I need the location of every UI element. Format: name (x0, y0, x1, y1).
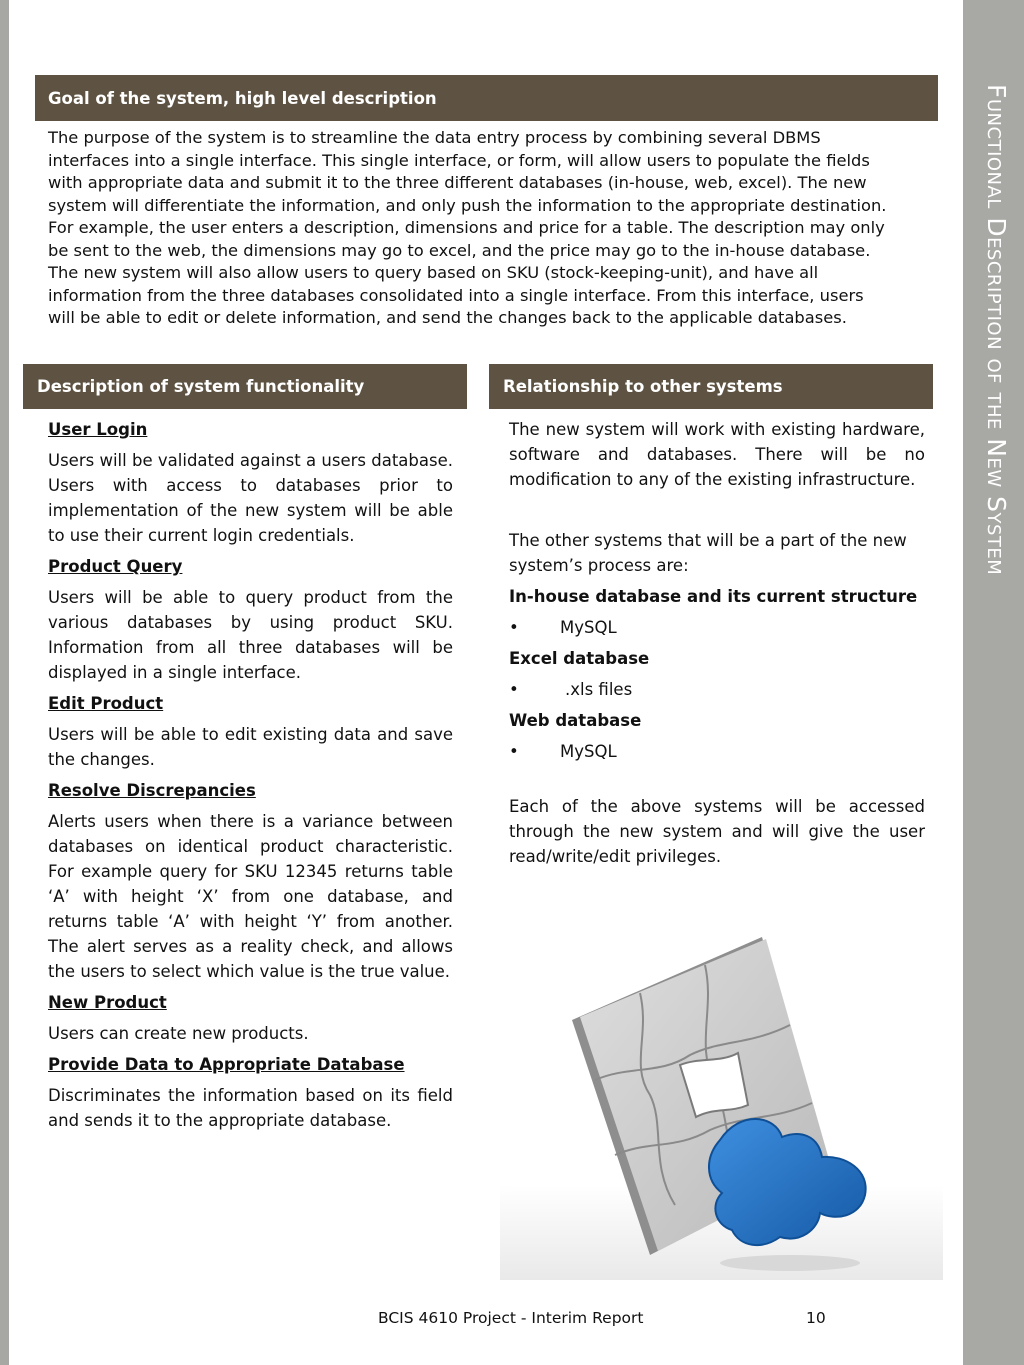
side-title-text: Functional Description of the New System (982, 84, 1011, 576)
feature-text: Users can create new products. (48, 1024, 309, 1043)
feature-text: Alerts users when there is a variance between databases on identical product characteristic. For example query for SKU 12345 returns table ‘A’ with height ‘X’ from one database, and returns table ‘A’ with height ‘Y’ from another. The alert serves as a reality check, and allows the users to select which value is the true value. (48, 812, 453, 981)
goal-line: be sent to the web, the dimensions may go to excel, and the price may go to the in-house database. (48, 240, 871, 260)
functionality-heading: Description of system functionality (23, 364, 467, 409)
goal-line: The new system will also allow users to query based on SKU (stock-keeping-unit), and have all (48, 263, 819, 282)
goal-paragraph (48, 127, 933, 330)
goal-line: information from the three databases consolidated into a single interface. From this interface, users (48, 285, 864, 305)
goal-line: will be able to edit or delete information, and send the changes back to the applicable databases. (48, 308, 847, 327)
relationship-column (509, 417, 925, 869)
feature-text: Discriminates the information based on its field and sends it to the appropriate database. (48, 1086, 453, 1130)
feature-title: Resolve Discrepancies (48, 781, 256, 800)
functionality-column (48, 417, 453, 1139)
bullet-icon: • (509, 680, 519, 699)
list-item (509, 677, 925, 702)
goal-heading: Goal of the system, high level description (35, 75, 938, 121)
bullet-text: MySQL (560, 742, 617, 761)
page-number: 10 (806, 1309, 826, 1327)
relationship-lead: The other systems that will be a part of the new system’s process are: (509, 531, 907, 575)
goal-line: with appropriate data and submit it to the three different databases (in-house, web, excel). The new (48, 173, 867, 192)
feature-text: Users will be able to query product from the various databases by using product SKU. Information from all three databases will be displayed in a single interface. (48, 588, 453, 682)
feature-text: Users will be validated against a users database. Users with access to databases prior to implementation of the new system will be able to use their current login credentials. (48, 451, 453, 545)
list-item (509, 739, 925, 764)
list-item (509, 615, 925, 640)
feature-title: User Login (48, 420, 148, 439)
system-group-title: Excel database (509, 649, 650, 668)
feature-title: New Product (48, 993, 167, 1012)
feature-title: Product Query (48, 557, 183, 576)
goal-line: interfaces into a single interface. This single interface, or form, will allow users to populate the fields (48, 150, 870, 170)
bullet-text: MySQL (560, 618, 617, 637)
feature-title: Edit Product (48, 694, 164, 713)
goal-line: The purpose of the system is to streamline the data entry process by combining several DBMS (48, 128, 821, 147)
feature-text: Users will be able to edit existing data and save the changes. (48, 725, 453, 769)
feature-title: Provide Data to Appropriate Database (48, 1055, 405, 1074)
relationship-closing: Each of the above systems will be accessed through the new system and will give the user read/write/edit privileges. (509, 797, 925, 866)
left-margin-rule (0, 0, 9, 1365)
system-group-title: In-house database and its current structure (509, 587, 918, 606)
footer-report-title: BCIS 4610 Project - Interim Report (378, 1309, 644, 1327)
goal-line: For example, the user enters a description, dimensions and price for a table. The description may only (48, 218, 885, 237)
side-title (963, 84, 1024, 764)
bullet-icon: • (509, 742, 519, 761)
system-group-title: Web database (509, 711, 642, 730)
bullet-text: .xls files (565, 680, 633, 699)
bullet-icon: • (509, 618, 519, 637)
relationship-intro: The new system will work with existing hardware, software and databases. There will be no modification to any of the existing infrastructure. (509, 420, 925, 489)
relationship-heading: Relationship to other systems (489, 364, 933, 409)
goal-line: system will differentiate the information, and only push the information to the appropriate destination. (48, 195, 887, 215)
puzzle-piece-illustration (500, 925, 943, 1280)
